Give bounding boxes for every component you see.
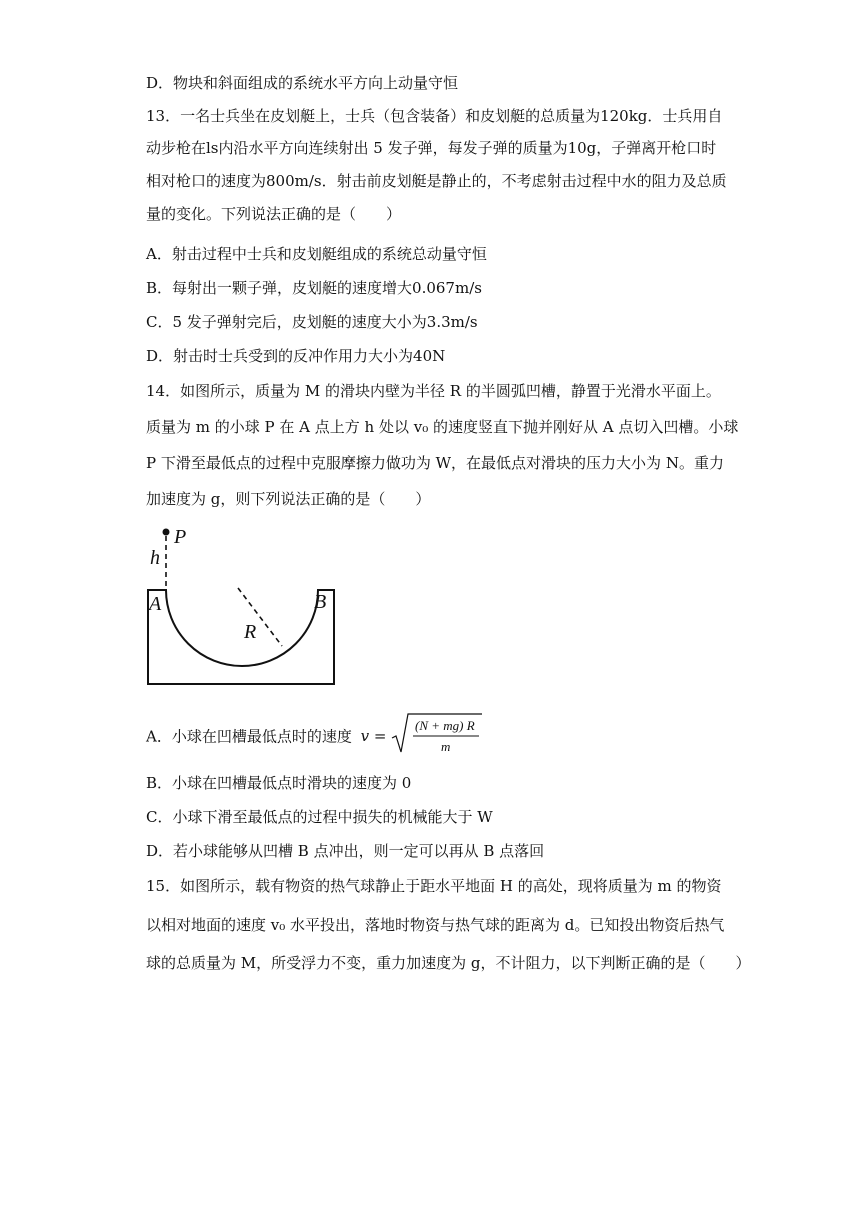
label-b: B (314, 591, 327, 613)
label-a: A (149, 593, 162, 615)
q14-option-a-v: v = (360, 727, 387, 745)
q13-option-c: C．5 发子弹射完后，皮划艇的速度大小为3.3m/s (146, 313, 478, 331)
q13-stem-line-2: 动步枪在ls内沿水平方向连续射出 5 发子弹，每发子弹的质量为10g，子弹离开枪口时 (146, 139, 717, 157)
q15-stem-line-2: 以相对地面的速度 v₀ 水平投出，落地时物资与热气球的距离为 d。已知投出物资后热气 (146, 916, 725, 934)
label-p: P (174, 528, 187, 548)
q14-option-a-text: A．小球在凹槽最低点时的速度 (146, 727, 352, 746)
ball-p (163, 529, 170, 536)
label-h: h (150, 547, 160, 569)
q13-stem-line-4: 量的变化。下列说法正确的是（ ） (146, 205, 402, 223)
sqrt-icon (391, 712, 483, 756)
q13-option-d: D．射击时士兵受到的反冲作用力大小为40N (146, 347, 446, 365)
q14-option-c: C．小球下滑至最低点的过程中损失的机械能大于 W (146, 808, 493, 826)
q14-stem-line-1: 14．如图所示，质量为 M 的滑块内壁为半径 R 的半圆弧凹槽，静置于光滑水平面上。 (146, 382, 721, 400)
q14-stem-line-3: P 下滑至最低点的过程中克服摩擦力做功为 W，在最低点对滑块的压力大小为 N。重力 (146, 454, 724, 472)
q14-diagram (146, 528, 336, 690)
slider-block (148, 590, 334, 684)
q13-stem-line-1: 13．一名士兵坐在皮划艇上，士兵（包含装备）和皮划艇的总质量为120kg．士兵用自 (146, 107, 723, 125)
q13-option-b: B．每射出一颗子弹，皮划艇的速度增大0.067m/s (146, 279, 482, 297)
q14-stem-line-4: 加速度为 g，则下列说法正确的是（ ） (146, 490, 431, 508)
sqrt-formula (391, 712, 483, 760)
q13-stem-line-3: 相对枪口的速度为800m/s．射击前皮划艇是静止的，不考虑射击过程中水的阻力及总质 (146, 172, 727, 190)
sqrt-numerator: (N + mg) R (415, 718, 475, 733)
q15-stem-line-1: 15．如图所示，载有物资的热气球静止于距水平地面 H 的高处，现将质量为 m 的物资 (146, 877, 722, 895)
q14-option-d: D．若小球能够从凹槽 B 点冲出，则一定可以再从 B 点落回 (146, 842, 545, 860)
q14-option-b: B．小球在凹槽最低点时滑块的速度为 0 (146, 774, 412, 792)
q14-option-a (146, 712, 483, 752)
sqrt-denominator: m (441, 739, 451, 754)
q15-stem-line-3: 球的总质量为 M，所受浮力不变，重力加速度为 g，不计阻力，以下判断正确的是（ ） (146, 954, 751, 972)
label-r: R (244, 621, 257, 643)
q12-option-d: D．物块和斜面组成的系统水平方向上动量守恒 (146, 74, 459, 92)
q14-stem-line-2: 质量为 m 的小球 P 在 A 点上方 h 处以 v₀ 的速度竖直下抛并刚好从 A 点切入凹槽。小球 (146, 418, 739, 436)
q13-option-a: A．射击过程中士兵和皮划艇组成的系统总动量守恒 (146, 245, 487, 263)
